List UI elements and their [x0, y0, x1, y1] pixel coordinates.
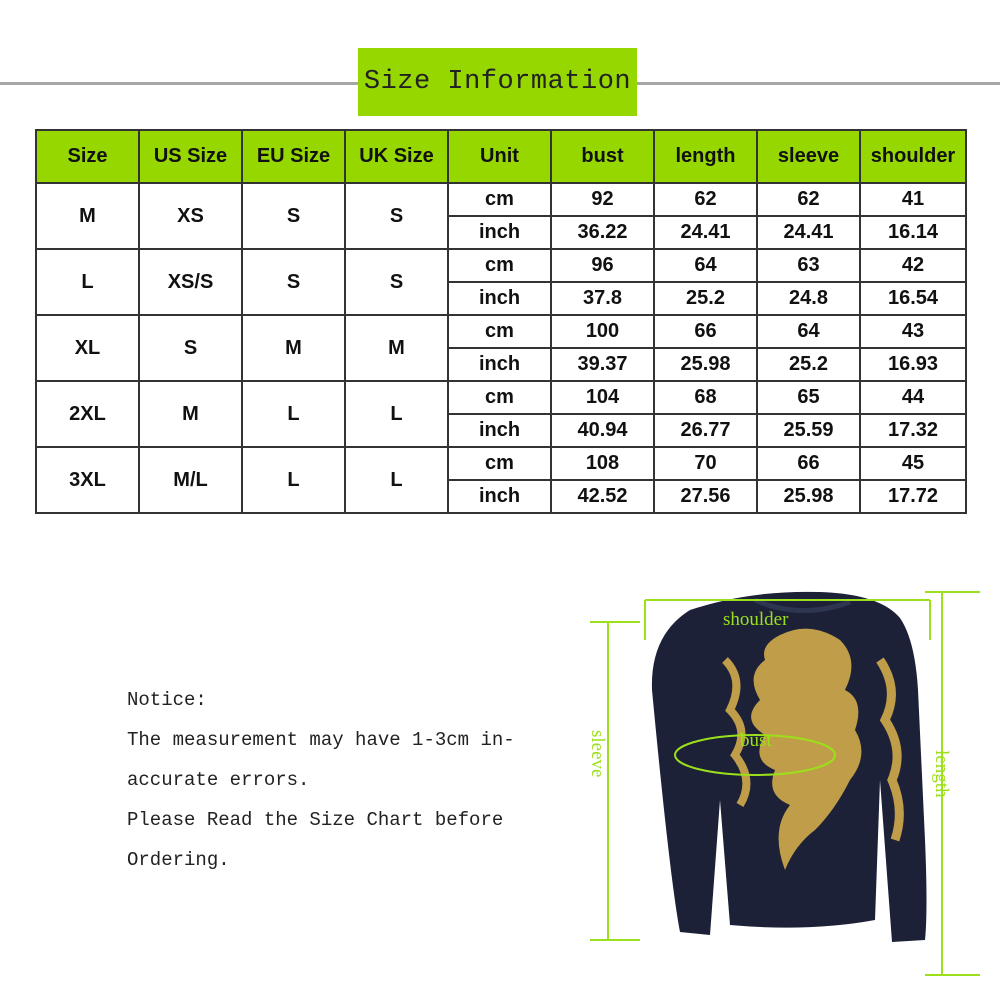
uk-size-cell: L	[345, 381, 448, 447]
uk-size-cell: M	[345, 315, 448, 381]
shoulder-cell: 43	[860, 315, 966, 348]
length-cell: 27.56	[654, 480, 757, 513]
eu-size-cell: L	[242, 447, 345, 513]
us-size-cell: S	[139, 315, 242, 381]
header-cell: bust	[551, 130, 654, 183]
sleeve-cell: 62	[757, 183, 860, 216]
table-row	[36, 183, 966, 216]
sleeve-label: sleeve	[587, 730, 608, 778]
bust-cell: 108	[551, 447, 654, 480]
table-row	[36, 381, 966, 414]
uk-size-cell: S	[345, 183, 448, 249]
title-rule-left	[0, 82, 358, 85]
size-table	[35, 129, 967, 514]
shoulder-cell: 16.93	[860, 348, 966, 381]
sleeve-cell: 64	[757, 315, 860, 348]
table-row	[36, 249, 966, 282]
shoulder-cell: 44	[860, 381, 966, 414]
eu-size-cell: L	[242, 381, 345, 447]
header-cell: UK Size	[345, 130, 448, 183]
us-size-cell: M/L	[139, 447, 242, 513]
shoulder-label: shoulder	[723, 609, 789, 630]
us-size-cell: M	[139, 381, 242, 447]
bust-cell: 100	[551, 315, 654, 348]
length-label: length	[931, 750, 952, 798]
length-cell: 25.2	[654, 282, 757, 315]
sleeve-cell: 63	[757, 249, 860, 282]
length-cell: 26.77	[654, 414, 757, 447]
size-cell: 2XL	[36, 381, 139, 447]
shirt-measurement-diagram	[580, 580, 1000, 1000]
unit-cell: inch	[448, 282, 551, 315]
size-cell: L	[36, 249, 139, 315]
unit-cell: inch	[448, 348, 551, 381]
unit-cell: inch	[448, 480, 551, 513]
us-size-cell: XS/S	[139, 249, 242, 315]
length-cell: 66	[654, 315, 757, 348]
shoulder-cell: 17.32	[860, 414, 966, 447]
section-title: Size Information	[358, 48, 637, 116]
length-cell: 25.98	[654, 348, 757, 381]
notice-text	[127, 680, 567, 880]
length-cell: 64	[654, 249, 757, 282]
notice-heading: Notice:	[127, 689, 207, 711]
shoulder-cell: 41	[860, 183, 966, 216]
sleeve-cell: 25.59	[757, 414, 860, 447]
table-row	[36, 315, 966, 348]
bust-label: bust	[740, 730, 772, 751]
length-cell: 24.41	[654, 216, 757, 249]
bust-cell: 96	[551, 249, 654, 282]
length-cell: 62	[654, 183, 757, 216]
shoulder-cell: 45	[860, 447, 966, 480]
unit-cell: inch	[448, 414, 551, 447]
bust-cell: 40.94	[551, 414, 654, 447]
header-cell: US Size	[139, 130, 242, 183]
sleeve-cell: 65	[757, 381, 860, 414]
notice-line: The measurement may have 1-3cm in-	[127, 729, 515, 751]
bust-cell: 92	[551, 183, 654, 216]
eu-size-cell: M	[242, 315, 345, 381]
notice-line: Please Read the Size Chart before	[127, 809, 504, 831]
shoulder-cell: 42	[860, 249, 966, 282]
sleeve-cell: 25.2	[757, 348, 860, 381]
unit-cell: cm	[448, 447, 551, 480]
shoulder-cell: 17.72	[860, 480, 966, 513]
bust-cell: 42.52	[551, 480, 654, 513]
sleeve-cell: 25.98	[757, 480, 860, 513]
size-cell: XL	[36, 315, 139, 381]
header-cell: length	[654, 130, 757, 183]
notice-line: Ordering.	[127, 849, 230, 871]
header-cell: EU Size	[242, 130, 345, 183]
size-cell: M	[36, 183, 139, 249]
bust-cell: 104	[551, 381, 654, 414]
unit-cell: cm	[448, 381, 551, 414]
bust-cell: 37.8	[551, 282, 654, 315]
title-rule-right	[637, 82, 1000, 85]
unit-cell: cm	[448, 315, 551, 348]
header-cell: Size	[36, 130, 139, 183]
eu-size-cell: S	[242, 183, 345, 249]
uk-size-cell: L	[345, 447, 448, 513]
header-cell: Unit	[448, 130, 551, 183]
sleeve-cell: 24.41	[757, 216, 860, 249]
table-header-row	[36, 130, 966, 183]
bust-cell: 36.22	[551, 216, 654, 249]
length-cell: 68	[654, 381, 757, 414]
header-cell: sleeve	[757, 130, 860, 183]
unit-cell: cm	[448, 183, 551, 216]
shoulder-cell: 16.14	[860, 216, 966, 249]
sleeve-cell: 66	[757, 447, 860, 480]
sleeve-cell: 24.8	[757, 282, 860, 315]
unit-cell: cm	[448, 249, 551, 282]
length-cell: 70	[654, 447, 757, 480]
table-row	[36, 447, 966, 480]
unit-cell: inch	[448, 216, 551, 249]
us-size-cell: XS	[139, 183, 242, 249]
size-cell: 3XL	[36, 447, 139, 513]
eu-size-cell: S	[242, 249, 345, 315]
uk-size-cell: S	[345, 249, 448, 315]
shoulder-cell: 16.54	[860, 282, 966, 315]
bust-cell: 39.37	[551, 348, 654, 381]
notice-line: accurate errors.	[127, 769, 310, 791]
header-cell: shoulder	[860, 130, 966, 183]
